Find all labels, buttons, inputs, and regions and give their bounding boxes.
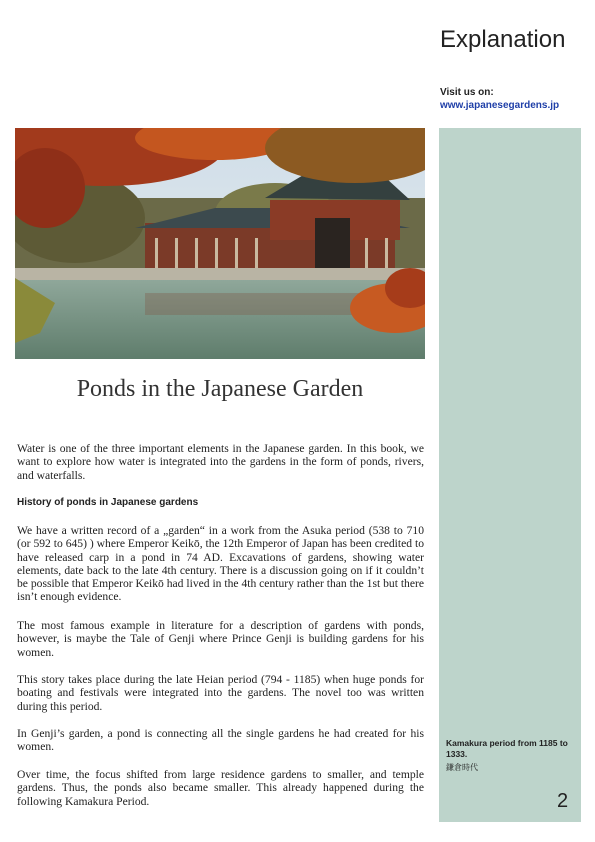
intro-paragraph: Water is one of the three important elements in the Japanese garden. In this book, we want to explore how water is integrated into the gardens in the form of ponds, rivers, and waterfalls. [17,442,424,482]
article-title: Ponds in the Japanese Garden [76,376,364,402]
paragraph: We have a written record of a „garden“ in a work from the Asuka period (538 to 710 (or 592 to 645) ) where Emperor Keikō, the 12th Emperor of Japan has been credited to have released carp in a pond in 74 AD. Excavations of gardens, showing water elements, date back to the late 4th century. There is a discussion going on if it couldn’t be possible that Emperor Keikō had lived in the 4th century rather than the 1st but there isn’t enough evidence. [17,524,424,604]
visit-block [440,86,559,112]
garden-photo [15,128,425,359]
sidebar-note [446,738,576,773]
note-title: Kamakura period from 1185 to 1333. [446,738,568,759]
paragraph: Over time, the focus shifted from large residence gardens to smaller, and temple gardens. Thus, the ponds also became smaller. This already happened during the following Kamakura Period. [17,768,424,808]
website-link[interactable]: www.japanesegardens.jp [440,100,560,111]
sidebar-panel [439,128,581,822]
paragraph: In Genji’s garden, a pond is connecting all the single gardens he had created for his women. [17,727,424,754]
paragraph: This story takes place during the late Heian period (794 - 1185) when huge ponds for boating and festivals were integrated into the gardens. The novel too was written during this period. [17,673,424,713]
note-japanese: 鎌倉時代 [446,763,478,772]
paragraph: The most famous example in literature for a description of gardens with ponds, however, is maybe the Tale of Genji where Prince Genji is building gardens for his women. [17,619,424,659]
section-title: Explanation [440,26,566,53]
visit-label: Visit us on: [440,87,494,98]
page-number: 2 [557,790,569,812]
subheading: History of ponds in Japanese gardens [17,497,199,508]
